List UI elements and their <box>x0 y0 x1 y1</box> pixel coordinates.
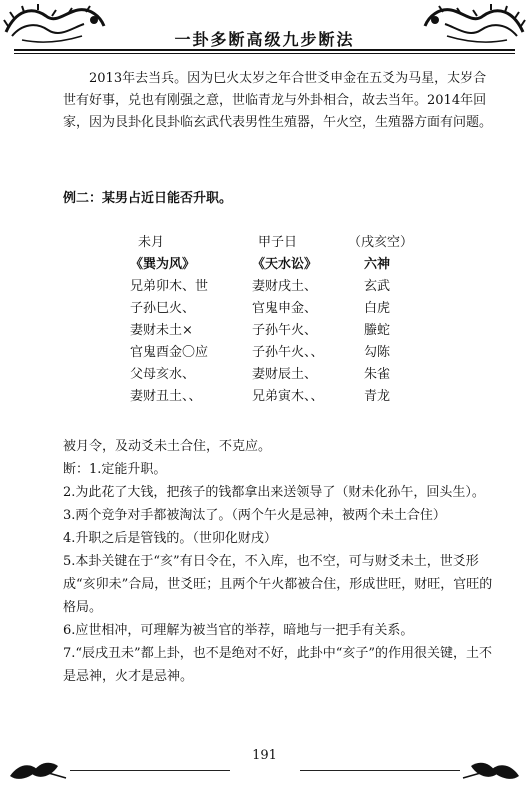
footer-rule-right <box>300 770 460 771</box>
changed-line: 子孙午火、 <box>252 323 318 338</box>
spirit: 螣蛇 <box>364 323 391 338</box>
analysis-line: 4.升职之后是管钱的。（世卯化财戌） <box>63 531 277 546</box>
footer-rule-left <box>70 770 230 771</box>
book-title: 一卦多断高级九步断法 <box>174 30 355 49</box>
main-line: 妻财丑土、、 <box>130 389 202 404</box>
main-line: 子孙巳火、 <box>130 301 196 316</box>
analysis-line: 7.“辰戌丑未”都上卦，也不是绝对不好，此卦中“亥子”的作用很关键，土不是忌神，火才是忌神。 <box>63 646 492 684</box>
void-label: （戌亥空） <box>348 235 414 250</box>
example-title: 例二：某男占近日能否升职。 <box>63 191 233 206</box>
changed-line: 兄弟寅木、、 <box>252 389 324 404</box>
spirit: 朱雀 <box>364 367 391 382</box>
analysis-line: 被月令，及动爻未土合住，不克应。 <box>63 439 272 454</box>
spirit: 玄武 <box>364 279 391 294</box>
main-gua-name: 《巽为风》 <box>130 257 196 272</box>
spirit: 青龙 <box>364 389 391 404</box>
main-line: 兄弟卯木、世 <box>130 279 209 294</box>
spirit: 白虎 <box>364 301 391 316</box>
analysis-line: 3.两个竞争对手都被淘汰了。（两个午火是忌神，被两个未土合住） <box>63 508 446 523</box>
spirit: 勾陈 <box>364 345 391 360</box>
analysis-section <box>63 435 499 688</box>
changed-line: 官鬼申金、 <box>252 301 318 316</box>
analysis-line: 2.为此花了大钱，把孩子的钱都拿出来送领导了（财未化孙午，回头生）。 <box>63 485 485 500</box>
page-number: 191 <box>252 748 277 763</box>
month-label: 未月 <box>138 235 165 250</box>
changed-line: 子孙午火、、 <box>252 345 324 360</box>
analysis-line: 断：1.定能升职。 <box>63 462 167 477</box>
six-spirits-label: 六神 <box>364 257 391 272</box>
analysis-line: 5.本卦关键在于“亥”有日令在，不入库，也不空，可与财爻未土，世爻形成“亥卯未”合局，世爻旺；且两个午火都被合住，形成世旺，财旺，官旺的格局。 <box>63 554 493 615</box>
changed-line: 妻财戌土、 <box>252 279 318 294</box>
main-line: 妻财未土× <box>130 323 193 338</box>
main-line: 官鬼酉金〇应 <box>130 345 209 360</box>
changed-gua-name: 《天水讼》 <box>252 257 318 272</box>
header-rule-thin <box>14 53 515 54</box>
leaf-ornament-right-icon <box>461 756 521 786</box>
day-label: 甲子日 <box>258 235 298 250</box>
page-header <box>0 0 529 52</box>
intro-paragraph: 2013年去当兵。因为巳火太岁之年合世爻申金在五爻为马星，太岁合世有好事，兑也有刚强之意，世临青龙与外卦相合，故去当年。2014年回家，因为艮卦化艮卦临玄武代表男性生殖器，午火空，生殖器方面有问题。 <box>63 71 493 130</box>
header-rule <box>14 49 515 51</box>
main-line: 父母亥水、 <box>130 367 196 382</box>
analysis-line: 6.应世相冲，可理解为被当官的举荐，暗地与一把手有关系。 <box>63 623 414 638</box>
changed-line: 妻财辰土、 <box>252 367 318 382</box>
leaf-ornament-left-icon <box>8 756 68 786</box>
